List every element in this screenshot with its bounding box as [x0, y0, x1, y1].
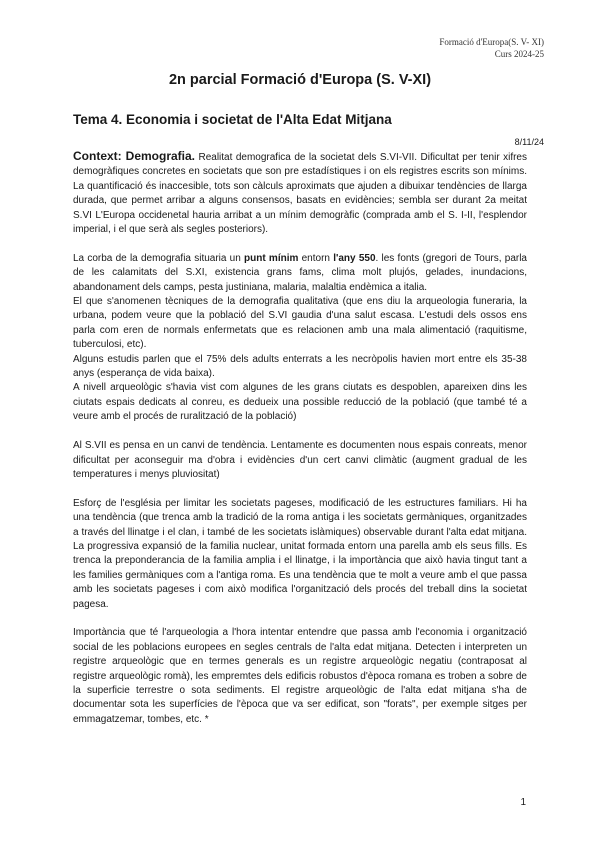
- page-title: 2n parcial Formació d'Europa (S. V-XI): [168, 72, 432, 88]
- context-lead: Context: Demografia.: [73, 149, 196, 163]
- header-course-year: Curs 2024-25: [494, 49, 544, 59]
- date-label: 8/11/24: [514, 137, 544, 147]
- page-number: 1: [520, 797, 526, 808]
- bold-year-550: l'any 550: [333, 252, 376, 264]
- paragraph-qualitative-demography: El que s'anomenen tècniques de la demografia qualitativa (que ens diu la arqueologia funeraria, la urbana, podem veure que la població del S.VI gaudia d'una salut escasa. L'estudi dels ossos ens parla com eren de normals enfermetats que es relacionen amb una mala alimentació (raquitisme, tuberculosi, etc).: [73, 296, 527, 351]
- paragraph-archaeology-cities: A nivell arqueològic s'havia vist com algunes de les grans ciutats es despoblen, apareixen dins les ciutats espais dedicats al conreu, es dedueix una possible reducció de la població (que també té a veure amb el procés de ruralització de la població): [73, 382, 527, 423]
- paragraph-context: [73, 149, 527, 237]
- text-fragment: La corba de la demografia situaria un: [73, 252, 245, 264]
- text-fragment: . les fonts (gregori de Tours, parla de les calamitats del S.XI, existencia grans fams, clima molt plujós, gelades, inundacions, abandonament dels camps, pesta justiniana, malaria, malaltia endèmica a italia.: [73, 252, 527, 293]
- paragraph-trend-change: Al S.VII es pensa en un canvi de tendència. Lentamente es documenten nous espais conreats, menor dificultat per aconseguir ma d'obra i evidències d'un cert canvi climàtic (augment gradual de les temperatures i menys pluviositat): [73, 440, 527, 480]
- paragraph-demography-curve: [73, 252, 527, 295]
- paragraph-life-expectancy: Alguns estudis parlen que el 75% dels adults enterrats a les necròpolis havien mort entre els 35-38 anys (esperança de vida baixa).: [73, 353, 527, 380]
- document-body: [73, 149, 527, 727]
- bold-minimum-point: punt mínim: [244, 252, 299, 264]
- context-text: Realitat demografica de la societat dels S.VI-VII. Dificultat per tenir xifres demogràfiques concretes en societats que son pre estadístiques i on els registres escrits son mínims. La quantificació és inaccesible, tots son càlculs aproximats que ajuden a dibuixar tendències de llarga durada, que permet arribar a alguns consensos, basats en evidències; sembla ser durant 2a meitat S.VI L'Europa occidenetal hauria arribat a un mínim demogràfic (comprada amb el S. I-II, l'esplendor imperial, i el que serà als segles posteriors).: [73, 152, 527, 236]
- paragraph-family-structures: Esforç de l'església per limitar les societats pageses, modificació de les estructures familiars. Hi ha una tendència (que trenca amb la tradició de la roma antiga i les societats germàniques, organitzades a través del llinatge i el clan, i també de les societats islàmiques) observable durant l'alta edat mitjana. La progressiva expansió de la familia nuclear, unitat formada entorn una parella amb els seus fills. Es trenca la preponderancia de la familia amplia i el llinatge, i la importància que això havia tingut tant a les families germàniques com a l'antiga roma. Es una tendència que te molt a veure amb el que passa amb les societats pageses i com això modifica l'organització dels procés del treball dins la societat pagesa.: [73, 497, 527, 610]
- text-fragment: entorn: [298, 252, 334, 264]
- header-course-title: Formació d'Europa(S. V- XI): [439, 37, 544, 47]
- section-heading: Tema 4. Economia i societat de l'Alta Edat Mitjana: [73, 112, 392, 127]
- paragraph-archaeology-importance: Importància que té l'arqueologia a l'hora intentar entendre que passa amb l'economia i organització social de les poblacions europees en segles centrals de l'alta edat mitjana. Detecten i interpreten un registre arqueològic que en termes generals es un registre arqueològic negatiu (contraposat al registre arqueològic romà), les empremtes dels edificis robustos d'època romana es troben a sobre de la superficie terrestre o sota sediments. El registre arqueològic de l'alta edat mitjana s'ha de documentar sota les superfícies de l'època que va ser edificat, son "forats", per exemple sitges per emmagatzemar, tombes, etc. *: [73, 627, 527, 725]
- running-header: [439, 36, 544, 60]
